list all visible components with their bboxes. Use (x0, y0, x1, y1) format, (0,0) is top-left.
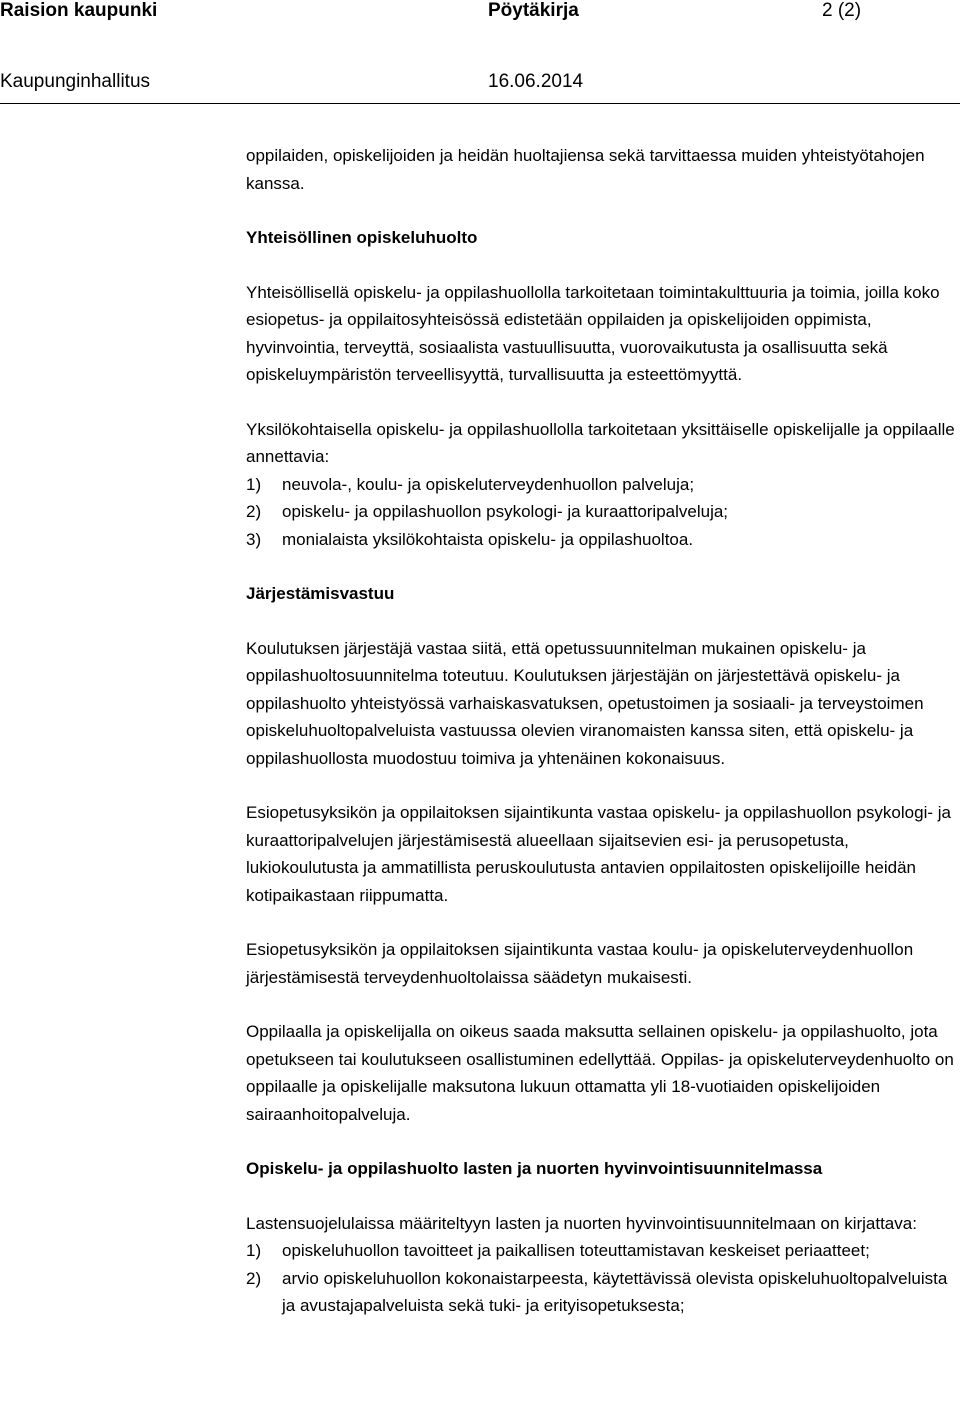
list-number: 1) (246, 1241, 262, 1260)
numbered-list (246, 471, 956, 554)
paragraph: Oppilaalla ja opiskelijalla on oikeus saada maksutta sellainen opiskelu- ja oppilashuolto, jota opetukseen tai koulutukseen osallistuminen edellyttää. Oppilas- ja opiskeluterveydenhuolto on oppilaalle ja opiskelijalle maksutona lukuun ottamatta yli 18-vuotiaiden opiskelijoiden sairaanhoitopalveluja. (246, 1022, 954, 1124)
list-text: arvio opiskeluhuollon kokonaistarpeesta, käytettävissä olevista opiskeluhuoltopalveluista ja avustajapalveluista sekä tuki- ja erityisopetuksesta; (282, 1268, 948, 1315)
paragraph: Yhteisöllisellä opiskelu- ja oppilashuollolla tarkoitetaan toimintakulttuuria ja toimia, joilla koko esiopetus- ja oppilaitosyhteisössä edistetään oppilaiden ja opiskelijoiden oppimista, hyvinvointia, terveyttä, sosiaalista vastuullisuutta, vuorovaikutusta ja osallisuutta sekä opiskeluympäristön terveellisyyttä, turvallisuutta ja esteettömyyttä. (246, 282, 940, 384)
list-item (246, 471, 956, 499)
paragraph: Lastensuojelulaissa määriteltyyn lasten ja nuorten hyvinvointisuunnitelmaan on kirjattava: (246, 1213, 917, 1233)
organization-name: Raision kaupunki (0, 0, 158, 21)
document-body (246, 142, 956, 1347)
document-type: Pöytäkirja (488, 0, 579, 21)
paragraph: Esiopetusyksikön ja oppilaitoksen sijaintikunta vastaa opiskelu- ja oppilashuollon psykologi- ja kuraattoripalvelujen järjestämisestä alueellaan sijaitsevien esi- ja perusopetusta, lukiokoulutusta ja ammatillista peruskoulutusta antavien oppilaitosten opiskelijoille heidän kotipaikastaan riippumatta. (246, 803, 951, 905)
list-item (246, 1265, 956, 1320)
board-name: Kaupunginhallitus (0, 71, 151, 92)
meeting-date: 16.06.2014 (488, 71, 584, 92)
list-item (246, 498, 956, 526)
paragraph: Koulutuksen järjestäjä vastaa siitä, että opetussuunnitelman mukainen opiskelu- ja oppilashuoltosuunnitelma toteutuu. Koulutuksen järjestäjän on järjestettävä opiskelu- ja oppilashuolto yhteistyössä varhaiskasvatuksen, opetustoimen ja sosiaali- ja terveystoimen opiskeluhuoltopalveluista vastuussa olevien viranomaisten kanssa siten, että opiskelu- ja oppilashuollosta muodostuu toimiva ja yhtenäinen kokonaisuus. (246, 638, 924, 768)
list-text: opiskeluhuollon tavoitteet ja paikallisen toteuttamistavan keskeiset periaatteet; (282, 1241, 870, 1260)
list-item (246, 526, 956, 554)
list-text: neuvola-, koulu- ja opiskeluterveydenhuollon palveluja; (282, 474, 695, 494)
paragraph: oppilaiden, opiskelijoiden ja heidän huoltajiensa sekä tarvittaessa muiden yhteistyötahojen kanssa. (246, 146, 925, 193)
list-number: 2) (246, 1268, 262, 1288)
header-divider (0, 103, 960, 104)
paragraph: Yksilökohtaisella opiskelu- ja oppilashuollolla tarkoitetaan yksittäiselle opiskelijalle ja oppilaalle annettavia: (246, 419, 955, 466)
list-text: opiskelu- ja oppilashuollon psykologi- ja kuraattoripalveluja; (282, 502, 729, 521)
section-heading: Opiskelu- ja oppilashuolto lasten ja nuorten hyvinvointisuunnitelmassa (246, 1159, 823, 1178)
list-item (246, 1237, 956, 1265)
paragraph: Esiopetusyksikön ja oppilaitoksen sijaintikunta vastaa koulu- ja opiskeluterveydenhuollon järjestämisestä terveydenhuoltolaissa säädetyn mukaisesti. (246, 940, 914, 987)
list-number: 1) (246, 474, 262, 494)
numbered-list (246, 1237, 956, 1320)
section-heading: Järjestämisvastuu (246, 584, 395, 603)
list-number: 2) (246, 502, 262, 521)
list-text: monialaista yksilökohtaista opiskelu- ja oppilashuoltoa. (282, 529, 694, 549)
section-heading: Yhteisöllinen opiskeluhuolto (246, 228, 478, 247)
page-number: 2 (2) (822, 0, 862, 21)
list-number: 3) (246, 529, 262, 549)
